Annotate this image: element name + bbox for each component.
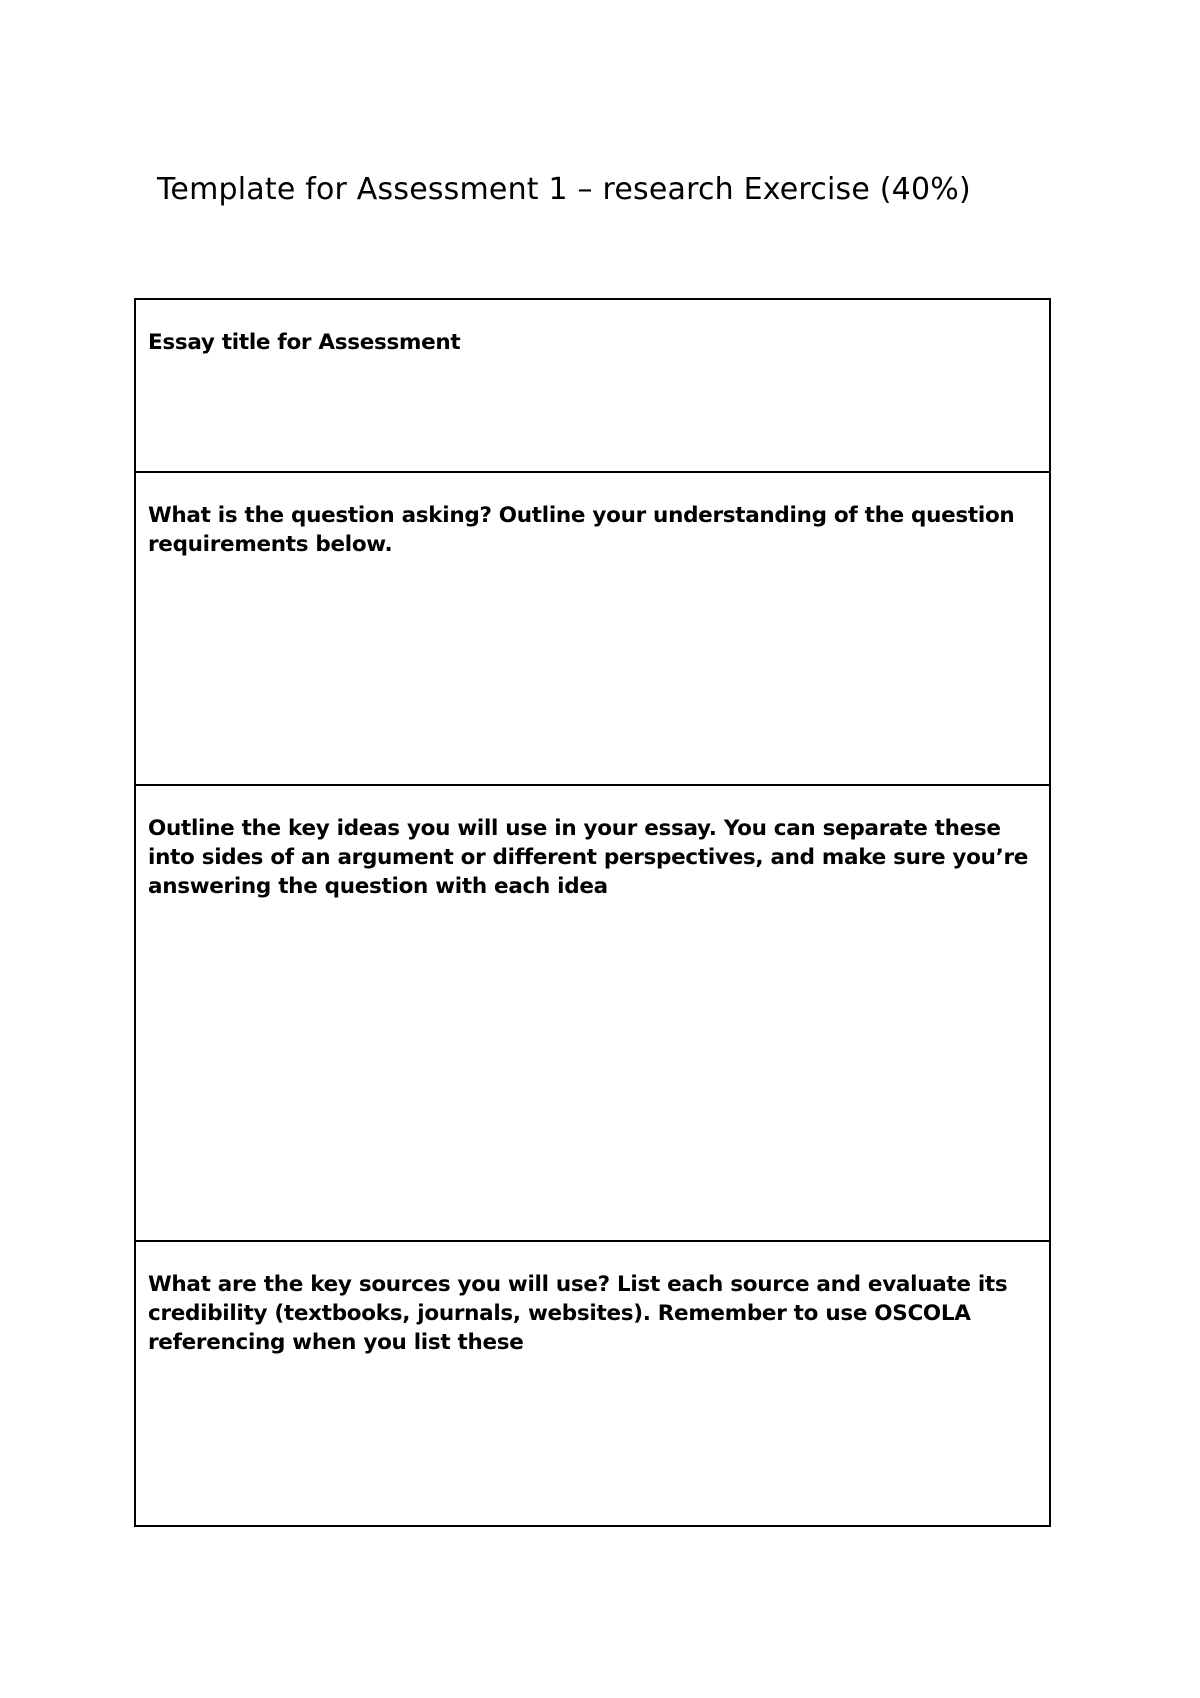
essay-title-cell[interactable]: [135, 299, 1050, 472]
page-title: Template for Assessment 1 – research Exercise (40%): [157, 172, 971, 207]
key-sources-prompt: What are the key sources you will use? List each source and evaluate its credibility (textbooks, journals, websites). Remember to use OSCOLA referencing when you list these: [148, 1272, 1008, 1355]
table-row: [135, 472, 1050, 785]
essay-title-prompt: Essay title for Assessment: [148, 330, 461, 355]
key-sources-cell[interactable]: [135, 1241, 1050, 1526]
table-row: [135, 299, 1050, 472]
table-row: [135, 785, 1050, 1241]
question-understanding-cell[interactable]: [135, 472, 1050, 785]
key-ideas-cell[interactable]: [135, 785, 1050, 1241]
question-understanding-prompt: What is the question asking? Outline your understanding of the question requirements below.: [148, 503, 1015, 557]
assessment-template-table: [134, 298, 1051, 1527]
table-row: [135, 1241, 1050, 1526]
key-ideas-prompt: Outline the key ideas you will use in your essay. You can separate these into sides of an argument or different perspectives, and make sure you’re answering the question with each idea: [148, 816, 1029, 899]
